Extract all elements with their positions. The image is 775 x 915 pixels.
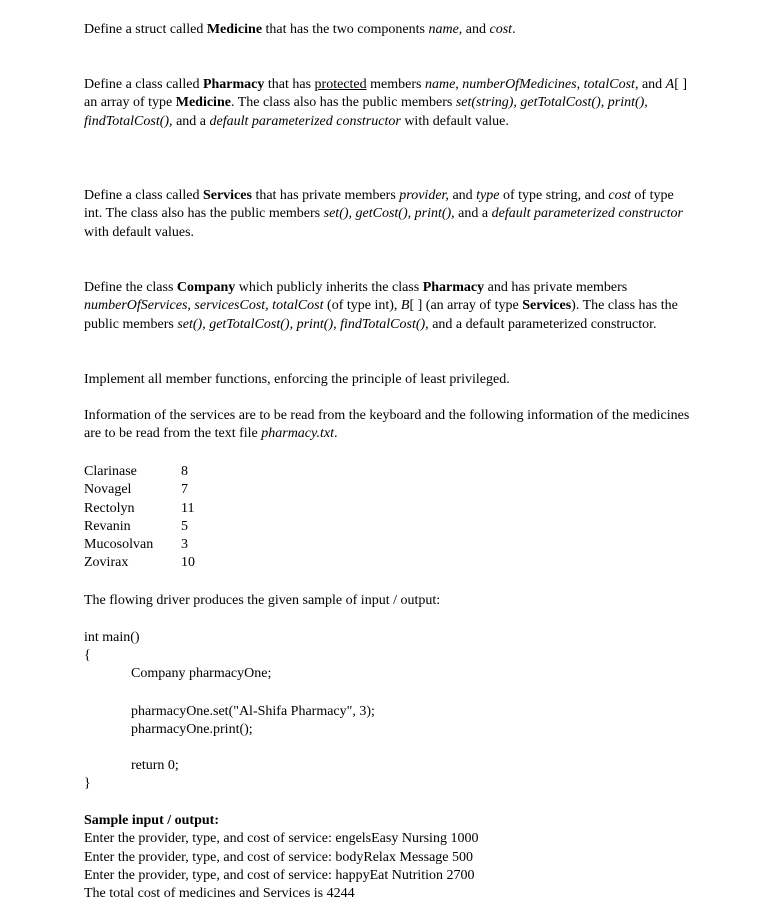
medicine-row: Revanin 5 — [84, 518, 188, 534]
sample-title: Sample input / output: — [84, 813, 219, 828]
code-print-call: pharmacyOne.print(); — [131, 722, 253, 737]
sample-line: The total cost of medicines and Services is 4244 — [84, 886, 355, 902]
medicine-row: Novagel 7 — [84, 482, 188, 498]
code-return: return 0; — [131, 758, 179, 773]
sample-io — [84, 812, 694, 903]
information-paragraph: Information of the services are to be read from the keyboard and the following information of the medicines are to be read from the text file pharmacy.txt. — [84, 408, 690, 442]
code-main-line: int main() — [84, 630, 140, 645]
sample-line: Enter the provider, type, and cost of service: happyEat Nutrition 2700 — [84, 867, 475, 883]
driver-intro: The flowing driver produces the given sample of input / output: — [84, 593, 441, 608]
class-company-paragraph: Define the class Company which publicly inherits the class Pharmacy and has private members numberOfServices, servicesCost, totalCost (of type int), B[ ] (an array of type Services). The class has the public members set(), getTotalCost(), print(), findTotalCost(), and a default parameterized constructor. — [84, 280, 678, 332]
sample-line: Enter the provider, type, and cost of service: engelsEasy Nursing 1000 — [84, 831, 479, 847]
code-declaration: Company pharmacyOne; — [131, 666, 272, 681]
struct-medicine-paragraph: Define a struct called Medicine that has the two components name, and cost. — [84, 22, 516, 37]
medicine-row: Zovirax 10 — [84, 555, 195, 571]
medicine-row: Mucosolvan 3 — [84, 537, 188, 553]
class-pharmacy-paragraph: Define a class called Pharmacy that has protected members name, numberOfMedicines, totalCost, and A[ ] an array of type Medicine. The class also has the public members set(string), getTotalCost(), print(), findTotalCost(), and a default parameterized constructor with default value. — [84, 77, 688, 129]
medicine-row: Rectolyn 11 — [84, 500, 195, 516]
code-open-brace: { — [84, 648, 91, 663]
medicines-list — [84, 463, 224, 573]
code-set-call: pharmacyOne.set("Al-Shifa Pharmacy", 3); — [131, 704, 375, 719]
class-services-paragraph: Define a class called Services that has private members provider, and type of type string, and cost of type int. The class also has the public members set(), getCost(), print(), and a default parameterized constructor with default values. — [84, 188, 683, 240]
implement-paragraph: Implement all member functions, enforcing the principle of least privileged. — [84, 372, 510, 387]
sample-line: Enter the provider, type, and cost of service: bodyRelax Message 500 — [84, 849, 473, 865]
code-close-brace: } — [84, 776, 91, 791]
medicine-row: Clarinase 8 — [84, 464, 188, 479]
